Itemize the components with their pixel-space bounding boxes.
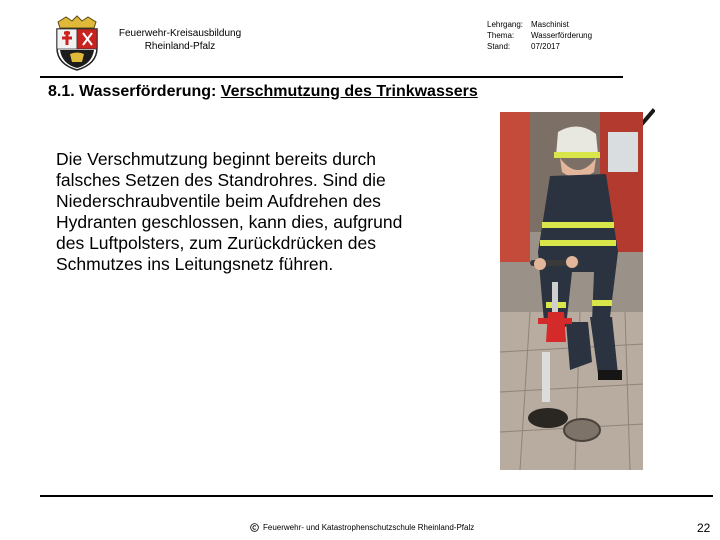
course-meta	[487, 19, 592, 52]
meta-key: Lehrgang:	[487, 20, 524, 29]
meta-value: Wasserförderung	[531, 31, 593, 40]
meta-row-course	[487, 19, 592, 30]
footer-divider	[40, 495, 713, 497]
body-line: Niederschraubventile beim Aufdrehen des	[56, 191, 381, 211]
title-prefix: 8.1. Wasserförderung:	[48, 83, 221, 100]
meta-row-date	[487, 41, 592, 52]
body-line: Die Verschmutzung beginnt bereits durch	[56, 149, 377, 169]
body-line: des Luftpolsters, zum Zurückdrücken des	[56, 233, 377, 253]
body-line: Hydranten geschlossen, kann dies, aufgrund	[56, 212, 403, 232]
meta-key: Stand:	[487, 42, 511, 51]
page-number: 22	[697, 521, 711, 535]
meta-value: Maschinist	[531, 20, 569, 29]
organization-name	[100, 27, 260, 53]
footer-text: Feuerwehr- und Katastrophenschutzschule Rheinland-Pfalz	[263, 523, 475, 532]
body-line: Schmutzes ins Leitungsnetz führen.	[56, 254, 334, 274]
organization-line-1: Feuerwehr-Kreisausbildung	[118, 28, 242, 39]
body-text	[56, 149, 496, 275]
body-line: falsches Setzen des Standrohres. Sind die	[56, 170, 386, 190]
meta-key: Thema:	[487, 31, 515, 40]
footer	[250, 523, 474, 532]
header-divider	[40, 76, 623, 78]
title-link[interactable]: Verschmutzung des Trinkwassers	[220, 83, 478, 100]
meta-row-topic	[487, 30, 592, 41]
slide-title	[48, 83, 478, 101]
copyright-icon	[250, 523, 259, 532]
meta-value: 07/2017	[531, 42, 560, 51]
organization-line-2: Rheinland-Pfalz	[144, 41, 216, 52]
coat-of-arms-icon	[52, 14, 102, 72]
firefighter-hydrant-photo	[500, 112, 643, 470]
